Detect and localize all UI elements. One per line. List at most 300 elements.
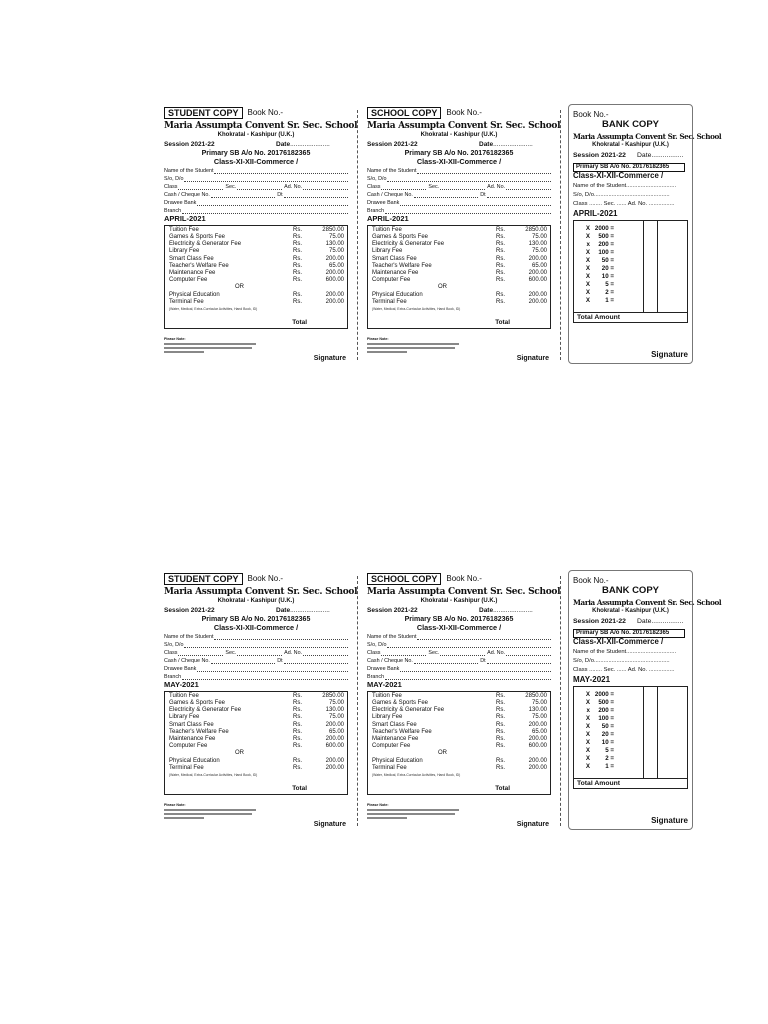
fee-currency: Rs.: [496, 736, 505, 743]
fee-name: Teacher's Welfare Fee: [372, 728, 432, 735]
denomination-table: [573, 686, 688, 778]
fee-currency: Rs.: [293, 234, 302, 241]
fee-amount: 200.00: [325, 764, 344, 771]
fee-currency: Rs.: [496, 707, 505, 714]
fee-amount: 2850.00: [525, 226, 547, 233]
fee-amount: 75.00: [531, 700, 547, 707]
student-name-field: Name of the Student: [367, 166, 551, 174]
school-name: Maria Assumpta Convent Sr. Sec. School: [367, 587, 561, 597]
fee-name: Library Fee: [169, 714, 200, 721]
signature-label: Signature: [313, 820, 346, 828]
branch-field: Branch: [367, 672, 551, 680]
fee-name: Teacher's Welfare Fee: [372, 262, 432, 269]
fee-table: [367, 225, 551, 329]
denomination-value: 20 =: [601, 265, 614, 273]
book-number-label: Book No.-: [573, 110, 609, 119]
student-name-field: Name of the Student...............................: [573, 649, 677, 656]
multiply-sign: X: [585, 747, 590, 755]
date-field: ......................: [290, 141, 330, 149]
school-address: Khokratal - Kashipur (U.K.): [592, 608, 669, 615]
fee-name: Tuition Fee: [169, 692, 199, 699]
denomination-value: 1 =: [605, 297, 614, 305]
fee-amount: 600.00: [528, 277, 547, 284]
fee-currency: Rs.: [496, 255, 505, 262]
multiply-sign: X: [585, 698, 590, 706]
multiply-sign: x: [586, 240, 590, 248]
fee-name: Games & Sports Fee: [372, 234, 429, 241]
fee-name: Computer Fee: [169, 743, 208, 750]
fee-row: [372, 714, 548, 721]
fee-name: Physical Education: [169, 291, 220, 298]
fee-row: [169, 248, 345, 255]
fee-name: Electricity & Generator Fee: [372, 241, 445, 248]
fee-row: [169, 693, 345, 700]
fee-amount: 200.00: [528, 757, 547, 764]
fee-row: [372, 248, 548, 255]
slip-footer: [164, 337, 348, 363]
multiply-sign: X: [585, 763, 590, 771]
denomination-value: 100 =: [598, 714, 614, 722]
book-number-label: Book No.-: [247, 573, 284, 583]
school-copy-slip: [367, 572, 561, 830]
book-number-label: Book No.-: [247, 107, 284, 117]
school-address: Khokratal - Kashipur (U.K.): [420, 132, 498, 139]
fee-amount: 200.00: [325, 270, 344, 277]
slip-footer: [367, 337, 551, 363]
fee-name: Terminal Fee: [372, 298, 407, 305]
fee-currency: Rs.: [496, 226, 505, 233]
fee-name: Smart Class Fee: [169, 721, 214, 728]
fee-currency: Rs.: [496, 764, 505, 771]
fee-amount: 200.00: [325, 757, 344, 764]
denomination-value: 200 =: [598, 706, 614, 714]
fee-amount: 2850.00: [525, 692, 547, 699]
fee-row: [372, 263, 548, 270]
parent-name-field: S/o, D/o: [367, 174, 551, 182]
account-number: Primary SB A/o No. 20176182365: [404, 615, 514, 623]
month-label: APRIL-2021: [573, 208, 618, 218]
fee-currency: Rs.: [293, 692, 302, 699]
fee-note: (Water, Medical, Extra-Curricular Activities, Hand Book, ID): [372, 307, 461, 312]
fee-amount: 75.00: [531, 248, 547, 255]
slip-footer: [164, 803, 348, 829]
denomination-row: [574, 265, 643, 273]
multiply-sign: X: [585, 714, 590, 722]
fee-slip-sheet: [0, 106, 768, 396]
cheque-field: Cash / Cheque No. Dt: [367, 190, 551, 198]
fee-currency: Rs.: [496, 700, 505, 707]
or-label: OR: [438, 284, 447, 291]
or-label: OR: [235, 750, 244, 757]
fee-row: [169, 234, 345, 241]
fee-amount: 200.00: [325, 255, 344, 262]
fee-row: [169, 292, 345, 299]
fee-row: [169, 700, 345, 707]
denomination-row: [574, 273, 643, 281]
signature-label: Signature: [516, 354, 549, 362]
student-copy-slip: [164, 572, 358, 830]
total-label: Total: [495, 785, 510, 793]
multiply-sign: X: [585, 690, 590, 698]
multiply-sign: X: [585, 281, 590, 289]
denomination-row: [574, 289, 643, 297]
fee-currency: Rs.: [496, 728, 505, 735]
fee-row: [372, 299, 548, 306]
please-note-heading: Please Note:: [164, 802, 186, 807]
signature-label: Signature: [651, 349, 688, 359]
or-label: OR: [438, 750, 447, 757]
fee-amount: 200.00: [528, 255, 547, 262]
fee-note: (Water, Medical, Extra-Curricular Activities, Hand Book, ID): [372, 773, 461, 778]
denomination-value: 5 =: [605, 281, 614, 289]
fee-row: [169, 714, 345, 721]
fee-amount: 200.00: [528, 298, 547, 305]
student-name-field: Name of the Student...............................: [573, 183, 677, 190]
parent-name-field: S/o, D/o...............................................: [573, 192, 670, 199]
fee-currency: Rs.: [293, 255, 302, 262]
fee-row: [169, 270, 345, 277]
denomination-value: 10 =: [601, 739, 614, 747]
fee-name: Electricity & Generator Fee: [169, 707, 242, 714]
fee-amount: 200.00: [528, 764, 547, 771]
class-title: Class-XI-XII-Commerce /: [573, 170, 664, 180]
fee-name: Electricity & Generator Fee: [372, 707, 445, 714]
book-number-label: Book No.-: [446, 573, 482, 583]
fee-name: Terminal Fee: [169, 764, 204, 771]
fee-amount: 65.00: [328, 262, 344, 269]
denomination-value: 500 =: [598, 698, 614, 706]
fee-name: Terminal Fee: [372, 764, 407, 771]
fee-amount: 75.00: [328, 248, 344, 255]
month-label: APRIL-2021: [367, 214, 409, 224]
fee-row: [372, 270, 548, 277]
multiply-sign: X: [585, 297, 590, 305]
school-name: Maria Assumpta Convent Sr. Sec. School: [573, 598, 722, 608]
denomination-row: [574, 723, 643, 731]
fee-name: Physical Education: [169, 757, 220, 764]
fee-amount: 65.00: [531, 728, 547, 735]
fee-row: [372, 707, 548, 714]
denomination-row: [574, 731, 643, 739]
fee-row: [169, 758, 345, 765]
branch-field: Branch: [367, 206, 551, 214]
denomination-value: 500 =: [598, 232, 614, 240]
fee-row: [169, 299, 345, 306]
multiply-sign: X: [585, 224, 590, 232]
fee-row: [372, 292, 548, 299]
fee-table: [367, 691, 551, 795]
fee-name: Games & Sports Fee: [169, 700, 226, 707]
fee-amount: 200.00: [325, 736, 344, 743]
multiply-sign: X: [585, 232, 590, 240]
total-amount-label: Total Amount: [573, 778, 688, 789]
fee-row: [372, 693, 548, 700]
fee-name: Teacher's Welfare Fee: [169, 728, 229, 735]
denomination-value: 10 =: [601, 273, 614, 281]
fee-row: [372, 241, 548, 248]
denomination-value: 2000 =: [594, 224, 614, 232]
date-label: Date: [479, 141, 494, 149]
fee-name: Library Fee: [169, 248, 200, 255]
fee-row: [372, 736, 548, 743]
denomination-value: 2 =: [605, 755, 614, 763]
fee-name: Computer Fee: [372, 743, 411, 750]
total-label: Total: [292, 785, 307, 793]
denomination-value: 50 =: [601, 722, 614, 730]
denomination-row: [574, 747, 643, 755]
school-address: Khokratal - Kashipur (U.K.): [420, 598, 498, 605]
fee-currency: Rs.: [496, 234, 505, 241]
copy-label: BANK COPY: [601, 119, 659, 131]
multiply-sign: X: [585, 755, 590, 763]
fee-row: [372, 234, 548, 241]
slip-footer: [367, 803, 551, 829]
fee-row: [372, 700, 548, 707]
fee-amount: 200.00: [528, 270, 547, 277]
fee-amount: 75.00: [531, 234, 547, 241]
date-label: Date: [479, 607, 494, 615]
class-section-field: Class ........ Sec. ...... Ad. No. ................: [573, 667, 675, 674]
fee-row: [169, 722, 345, 729]
fee-currency: Rs.: [496, 270, 505, 277]
fee-currency: Rs.: [293, 743, 302, 750]
fee-name: Library Fee: [372, 248, 403, 255]
cheque-field: Cash / Cheque No. Dt: [367, 656, 551, 664]
book-number-label: Book No.-: [446, 107, 482, 117]
fee-amount: 65.00: [328, 728, 344, 735]
fee-name: Games & Sports Fee: [169, 234, 226, 241]
fee-name: Maintenance Fee: [372, 736, 419, 743]
please-note-heading: Please Note:: [367, 802, 389, 807]
denomination-row: [574, 714, 643, 722]
denomination-value: 50 =: [601, 256, 614, 264]
date-label: Date: [276, 141, 291, 149]
multiply-sign: X: [585, 256, 590, 264]
fee-currency: Rs.: [293, 728, 302, 735]
fee-name: Smart Class Fee: [372, 721, 417, 728]
fee-currency: Rs.: [293, 241, 302, 248]
total-amount-label: Total Amount: [573, 312, 688, 323]
parent-name-field: S/o, D/o: [367, 640, 551, 648]
fee-name: Tuition Fee: [372, 692, 402, 699]
fee-table: [164, 225, 348, 329]
fee-row: [169, 256, 345, 263]
fee-currency: Rs.: [293, 721, 302, 728]
bank-copy-slip: [568, 104, 722, 364]
fee-amount: 75.00: [328, 714, 344, 721]
school-name: Maria Assumpta Convent Sr. Sec. School: [164, 121, 358, 131]
fee-name: Maintenance Fee: [169, 270, 216, 277]
school-address: Khokratal - Kashipur (U.K.): [217, 598, 295, 605]
fee-row: [169, 736, 345, 743]
fee-name: Smart Class Fee: [372, 255, 417, 262]
multiply-sign: X: [585, 722, 590, 730]
multiply-sign: X: [585, 731, 590, 739]
fee-amount: 75.00: [531, 714, 547, 721]
denomination-row: [574, 763, 643, 771]
fee-name: Terminal Fee: [169, 298, 204, 305]
fee-currency: Rs.: [496, 277, 505, 284]
fee-table: [164, 691, 348, 795]
session-label: Session 2021-22: [367, 607, 418, 615]
fee-row: [372, 743, 548, 750]
date-field: ......................: [493, 607, 533, 615]
fee-note: (Water, Medical, Extra-Curricular Activities, Hand Book, ID): [169, 307, 258, 312]
student-name-field: Name of the Student: [164, 166, 348, 174]
fee-row: [372, 722, 548, 729]
denomination-row: [574, 281, 643, 289]
denomination-table: [573, 220, 688, 312]
fee-name: Physical Education: [372, 757, 423, 764]
signature-label: Signature: [313, 354, 346, 362]
parent-name-field: S/o, D/o...............................................: [573, 658, 670, 665]
copy-label: SCHOOL COPY: [367, 107, 441, 119]
account-number: Primary SB A/o No. 20176182365: [573, 629, 685, 638]
fee-amount: 130.00: [528, 707, 547, 714]
class-section-field: Class Sec. Ad. No.: [164, 182, 348, 190]
fee-amount: 200.00: [528, 291, 547, 298]
month-label: MAY-2021: [164, 680, 199, 690]
fee-row: [169, 277, 345, 284]
fee-note: (Water, Medical, Extra-Curricular Activities, Hand Book, ID): [169, 773, 258, 778]
date-field: Date.................: [637, 152, 684, 160]
class-section-field: Class Sec. Ad. No.: [367, 182, 551, 190]
denomination-row: [574, 297, 643, 305]
denomination-row: [574, 232, 643, 240]
fee-name: Electricity & Generator Fee: [169, 241, 242, 248]
denomination-value: 2000 =: [594, 690, 614, 698]
class-title: Class-XI-XII-Commerce /: [213, 156, 299, 166]
month-label: APRIL-2021: [164, 214, 206, 224]
denomination-value: 1 =: [605, 763, 614, 771]
school-address: Khokratal - Kashipur (U.K.): [592, 142, 669, 149]
please-note-heading: Please Note:: [164, 336, 186, 341]
fee-currency: Rs.: [293, 248, 302, 255]
denomination-row: [574, 739, 643, 747]
fee-amount: 75.00: [328, 700, 344, 707]
book-number-label: Book No.-: [573, 576, 609, 585]
fee-name: Teacher's Welfare Fee: [169, 262, 229, 269]
fee-currency: Rs.: [496, 721, 505, 728]
fee-currency: Rs.: [496, 241, 505, 248]
fee-currency: Rs.: [293, 277, 302, 284]
fee-amount: 75.00: [328, 234, 344, 241]
fee-currency: Rs.: [293, 764, 302, 771]
account-number: Primary SB A/o No. 20176182365: [201, 149, 311, 157]
fee-currency: Rs.: [293, 736, 302, 743]
drawee-bank-field: Drawee Bank: [367, 198, 551, 206]
fee-amount: 130.00: [325, 241, 344, 248]
denomination-value: 20 =: [601, 731, 614, 739]
session-label: Session 2021-22: [573, 152, 626, 160]
fee-name: Computer Fee: [372, 277, 411, 284]
multiply-sign: X: [585, 273, 590, 281]
class-section-field: Class Sec. Ad. No.: [164, 648, 348, 656]
cheque-field: Cash / Cheque No. Dt: [164, 190, 348, 198]
fee-currency: Rs.: [293, 262, 302, 269]
fee-currency: Rs.: [496, 248, 505, 255]
fee-currency: Rs.: [496, 692, 505, 699]
fee-name: Maintenance Fee: [372, 270, 419, 277]
fee-amount: 200.00: [325, 298, 344, 305]
account-number: Primary SB A/o No. 20176182365: [573, 163, 685, 172]
signature-label: Signature: [651, 815, 688, 825]
copy-label: STUDENT COPY: [164, 107, 243, 119]
student-copy-slip: [164, 106, 358, 364]
fee-row: [169, 241, 345, 248]
please-note-heading: Please Note:: [367, 336, 389, 341]
fee-name: Physical Education: [372, 291, 423, 298]
school-copy-slip: [367, 106, 561, 364]
denomination-row: [574, 248, 643, 256]
session-label: Session 2021-22: [164, 141, 215, 149]
fee-amount: 200.00: [325, 721, 344, 728]
cut-line: [357, 110, 358, 360]
cut-line: [357, 576, 358, 826]
bank-copy-slip: [568, 570, 722, 830]
fee-name: Computer Fee: [169, 277, 208, 284]
school-name: Maria Assumpta Convent Sr. Sec. School: [164, 587, 358, 597]
fee-currency: Rs.: [496, 298, 505, 305]
date-label: Date: [276, 607, 291, 615]
fee-row: [372, 729, 548, 736]
student-name-field: Name of the Student: [164, 632, 348, 640]
fee-amount: 200.00: [325, 291, 344, 298]
parent-name-field: S/o, D/o: [164, 174, 348, 182]
fee-row: [372, 256, 548, 263]
session-label: Session 2021-22: [367, 141, 418, 149]
class-title: Class-XI-XII-Commerce /: [416, 156, 502, 166]
fee-amount: 600.00: [528, 743, 547, 750]
date-field: Date.................: [637, 618, 684, 626]
fee-row: [169, 729, 345, 736]
fee-amount: 600.00: [325, 277, 344, 284]
copy-label: BANK COPY: [601, 585, 659, 597]
fee-amount: 200.00: [528, 736, 547, 743]
class-title: Class-XI-XII-Commerce /: [573, 636, 664, 646]
fee-amount: 130.00: [325, 707, 344, 714]
branch-field: Branch: [164, 206, 348, 214]
student-name-field: Name of the Student: [367, 632, 551, 640]
fee-currency: Rs.: [293, 707, 302, 714]
class-section-field: Class Sec. Ad. No.: [367, 648, 551, 656]
multiply-sign: X: [585, 248, 590, 256]
branch-field: Branch: [164, 672, 348, 680]
account-number: Primary SB A/o No. 20176182365: [404, 149, 514, 157]
account-number: Primary SB A/o No. 20176182365: [201, 615, 311, 623]
fee-currency: Rs.: [293, 226, 302, 233]
fee-currency: Rs.: [293, 714, 302, 721]
denomination-row: [574, 706, 643, 714]
fee-amount: 2850.00: [322, 226, 344, 233]
month-label: MAY-2021: [367, 680, 402, 690]
fee-row: [169, 263, 345, 270]
denomination-row: [574, 698, 643, 706]
fee-amount: 65.00: [531, 262, 547, 269]
fee-row: [372, 277, 548, 284]
fee-currency: Rs.: [496, 743, 505, 750]
fee-row: [372, 765, 548, 772]
fee-currency: Rs.: [293, 700, 302, 707]
denomination-row: [574, 224, 643, 232]
school-name: Maria Assumpta Convent Sr. Sec. School: [573, 132, 722, 142]
fee-row: [169, 743, 345, 750]
parent-name-field: S/o, D/o: [164, 640, 348, 648]
total-label: Total: [495, 319, 510, 327]
denomination-value: 100 =: [598, 248, 614, 256]
multiply-sign: X: [585, 739, 590, 747]
fee-currency: Rs.: [496, 714, 505, 721]
